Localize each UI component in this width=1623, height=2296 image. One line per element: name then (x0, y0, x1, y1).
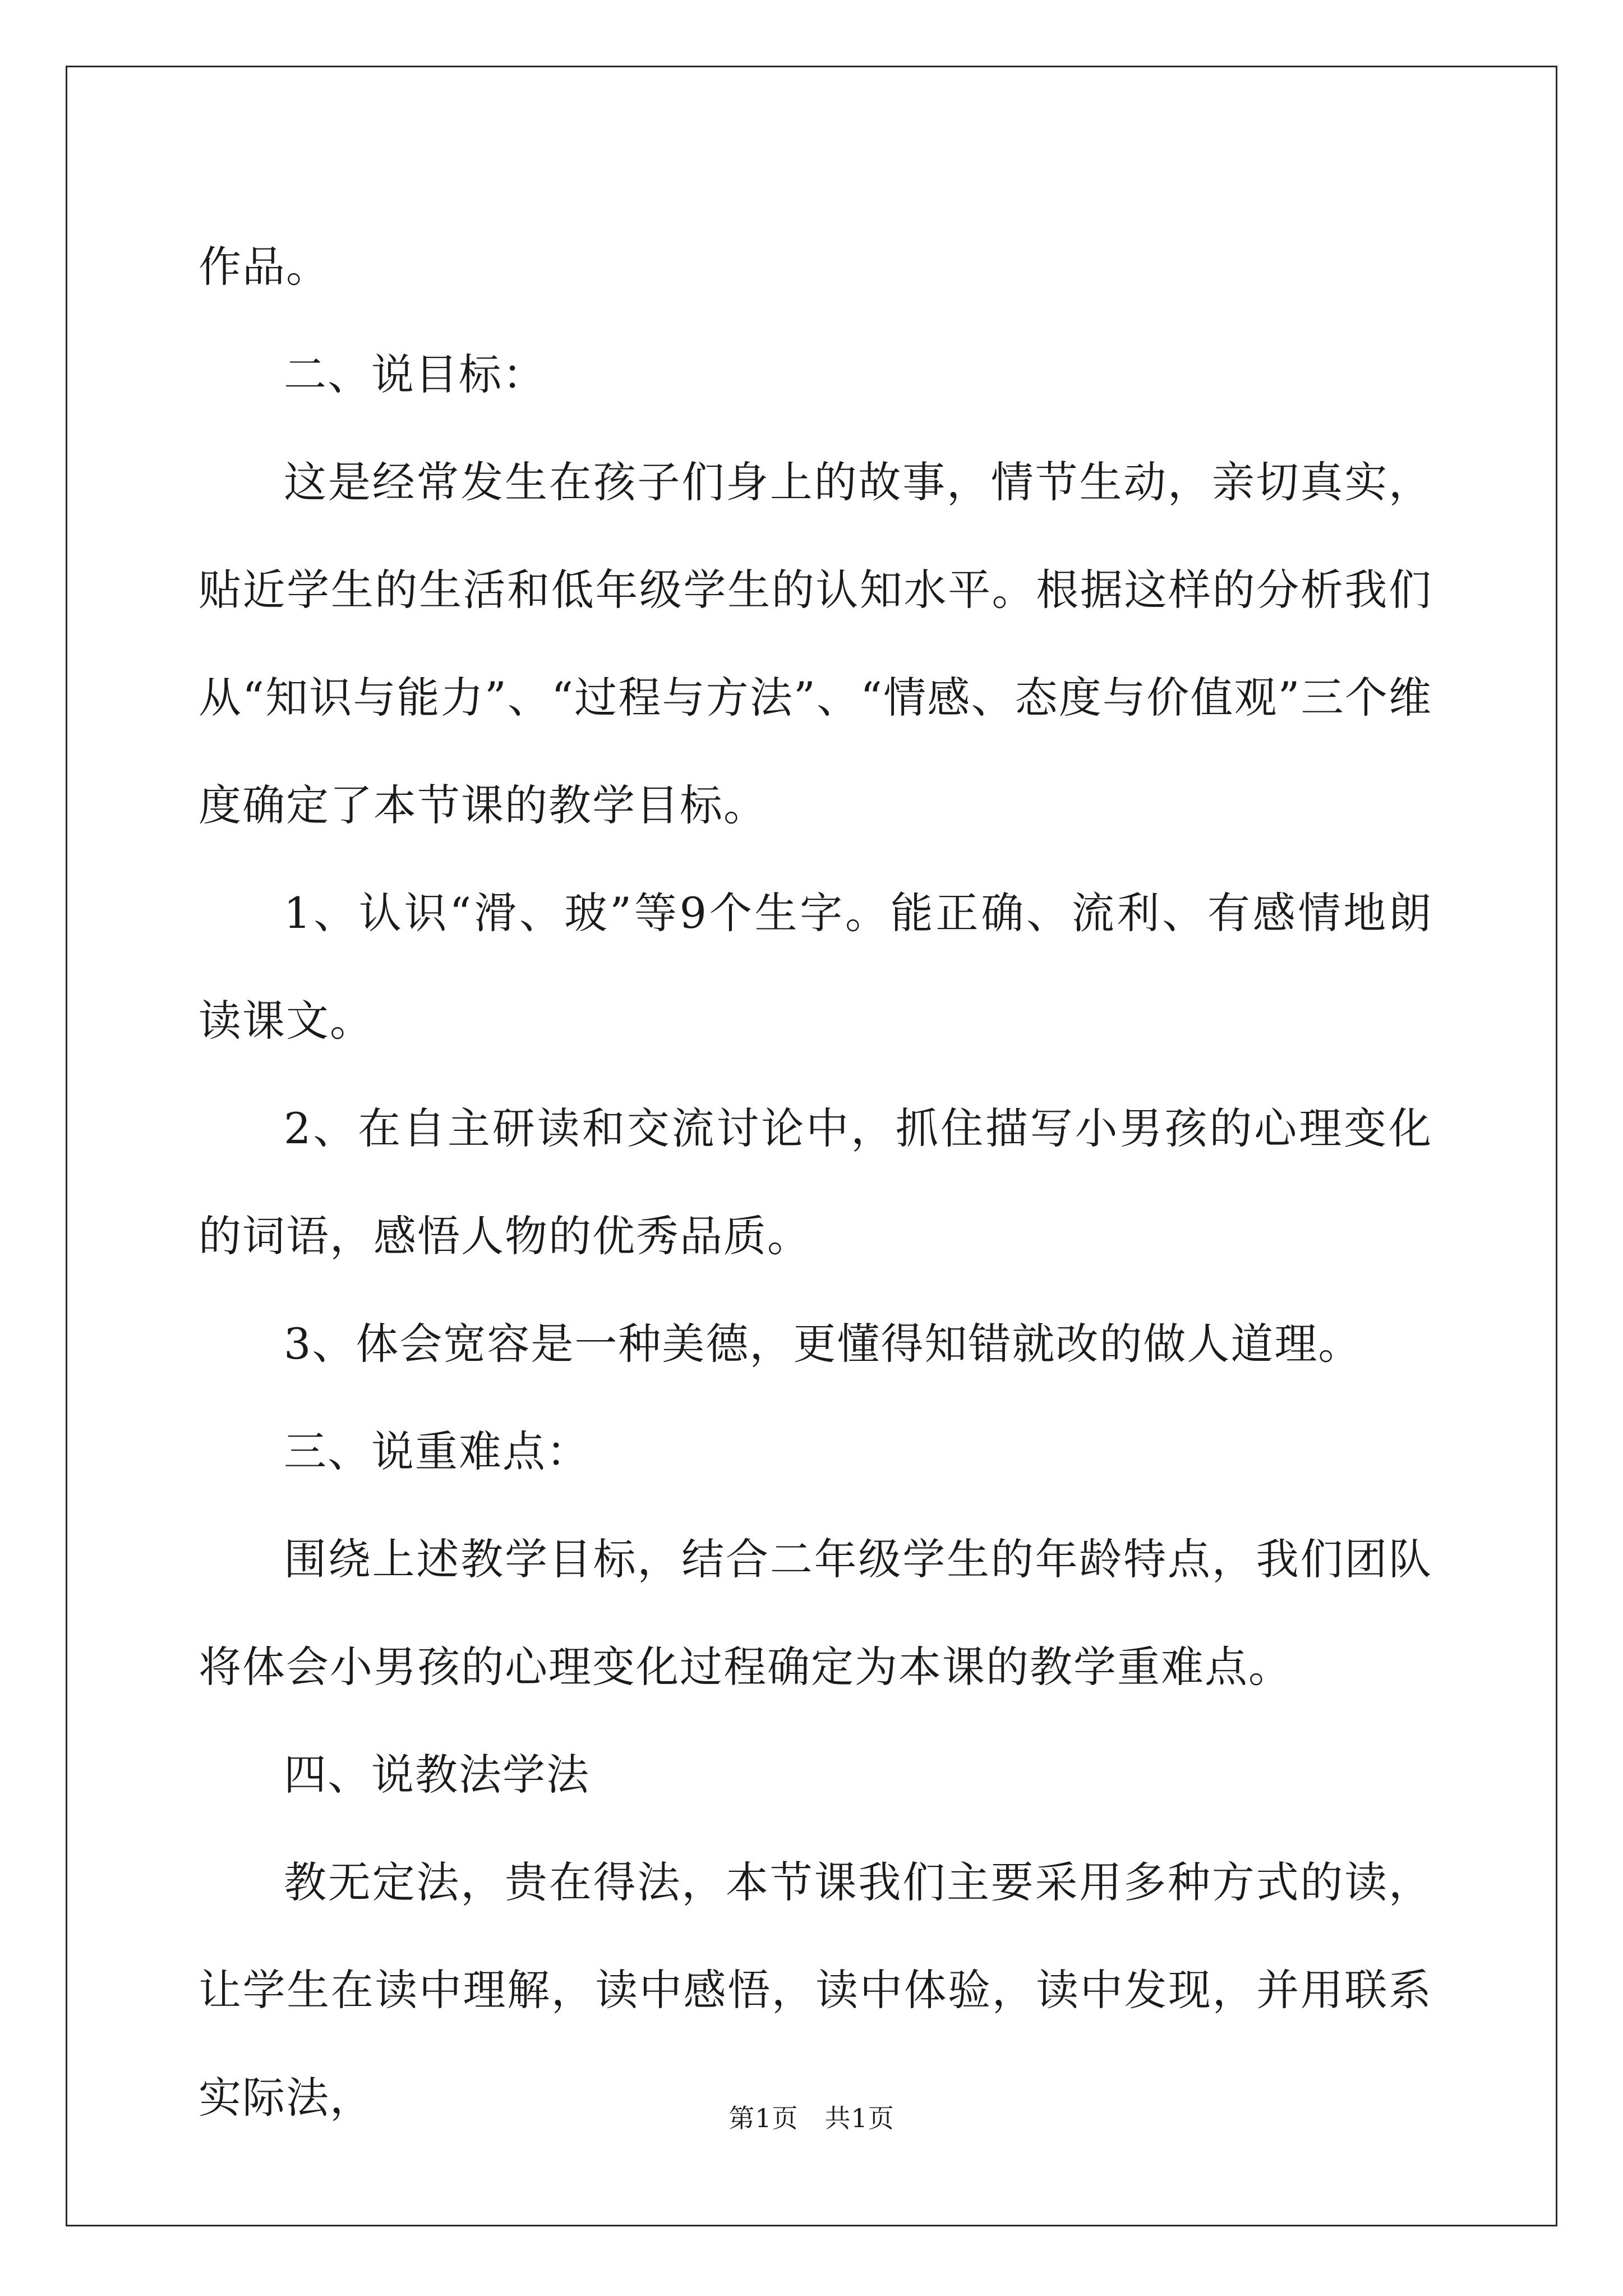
paragraph-difficulties: 围绕上述教学目标，结合二年级学生的年龄特点，我们团队将体会小男孩的心理变化过程确定为本课的教学重难点。 (199, 1534, 1432, 1692)
page-number: 第1页 (728, 2103, 799, 2133)
section-heading-goals: 二、说目标： (284, 349, 546, 399)
goal-item-2: 2、在自主研读和交流讨论中，抓住描写小男孩的心理变化的词语，感悟人物的优秀品质。 (199, 1103, 1432, 1261)
section-heading-difficulties: 三、说重难点： (284, 1427, 590, 1476)
paragraph-methods: 教无定法，贵在得法，本节课我们主要采用多种方式的读，让学生在读中理解，读中感悟，读中体验，读中发现，并用联系实际法， (199, 1857, 1432, 2123)
page-total: 共1页 (824, 2103, 895, 2133)
paragraph-goals-intro: 这是经常发生在孩子们身上的故事，情节生动，亲切真实，贴近学生的生活和低年级学生的认知水平。根据这样的分析我们从“知识与能力”、“过程与方法”、“情感、态度与价值观”三个维度确定了本节课的教学目标。 (199, 457, 1432, 830)
paragraph-continuation: 作品。 (199, 242, 330, 292)
document-body (199, 213, 1432, 2152)
goal-item-3: 3、体会宽容是一种美德，更懂得知错就改的做人道理。 (284, 1319, 1362, 1369)
section-heading-methods: 四、说教法学法 (284, 1750, 590, 1800)
page-footer (0, 2098, 1623, 2135)
goal-item-1: 1、认识“滑、玻”等9个生字。能正确、流利、有感情地朗读课文。 (199, 888, 1432, 1046)
